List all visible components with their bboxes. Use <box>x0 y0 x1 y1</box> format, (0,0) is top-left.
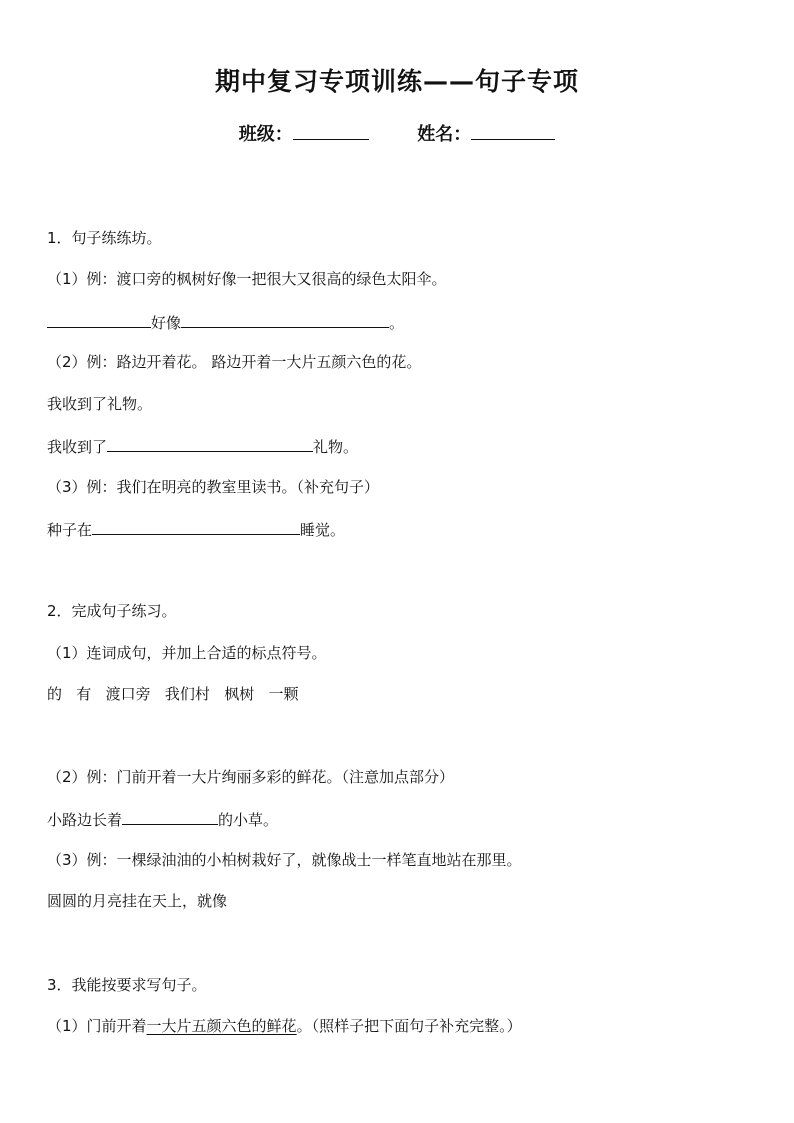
page-title: 期中复习专项训练——句子专项 <box>214 67 579 96</box>
q2-p2-example: （2）例：门前开着一大片绚丽多彩的鲜花。（注意加点部分） <box>47 768 455 786</box>
student-info <box>0 120 794 146</box>
class-blank[interactable] <box>293 121 369 140</box>
q1-p3-end: 睡觉。 <box>300 521 346 539</box>
q2-p2-start: 小路边长着 <box>47 811 123 829</box>
q2-p1-words: 的 有 渡口旁 我们村 枫树 一颗 <box>47 685 299 703</box>
q1-p2-example: （2）例：路边开着花。 路边开着一大片五颜六色的花。 <box>47 353 422 371</box>
answer-blank[interactable] <box>107 435 313 452</box>
q1-p3-example: （3）例：我们在明亮的教室里读书。（补充句子） <box>47 478 380 496</box>
q3-heading: 3．我能按要求写句子。 <box>47 976 207 994</box>
class-label: 班级： <box>238 124 293 145</box>
name-blank[interactable] <box>471 121 555 140</box>
answer-blank[interactable] <box>181 311 389 328</box>
q3-p1-post: 。（照样子把下面句子补充完整。） <box>296 1017 522 1035</box>
q3-p1-underlined: 一大片五颜六色的鲜花 <box>146 1017 297 1035</box>
q1-heading: 1．句子练练坊。 <box>47 229 162 247</box>
q1-p2-answer <box>47 435 358 457</box>
q3-p1-pre: （1）门前开着 <box>47 1017 147 1035</box>
q2-heading: 2．完成句子练习。 <box>47 602 177 620</box>
q1-p2-end: 礼物。 <box>313 438 359 456</box>
q1-p1-answer <box>47 311 404 333</box>
q1-p3-start: 种子在 <box>47 521 93 539</box>
answer-blank[interactable] <box>92 518 300 535</box>
q1-p2-start: 我收到了 <box>47 438 108 456</box>
q1-p1-mid: 好像 <box>151 314 182 332</box>
q1-p1-end: 。 <box>389 314 405 332</box>
q2-p3-answer: 圆圆的月亮挂在天上，就像 <box>47 892 228 910</box>
q2-p2-end: 的小草。 <box>218 811 279 829</box>
q2-p3-example: （3）例：一棵绿油油的小柏树栽好了，就像战士一样笔直地站在那里。 <box>47 851 522 869</box>
q2-p1-instruction: （1）连词成句，并加上合适的标点符号。 <box>47 644 327 662</box>
answer-blank[interactable] <box>47 311 151 328</box>
answer-blank[interactable] <box>122 808 218 825</box>
q1-p3-answer <box>47 518 345 540</box>
name-label: 姓名： <box>417 124 472 145</box>
q1-p2-line1: 我收到了礼物。 <box>47 395 153 413</box>
q2-p2-answer <box>47 808 278 830</box>
q3-p1 <box>47 1016 522 1036</box>
q1-p1-example: （1）例：渡口旁的枫树好像一把很大又很高的绿色太阳伞。 <box>47 270 447 288</box>
